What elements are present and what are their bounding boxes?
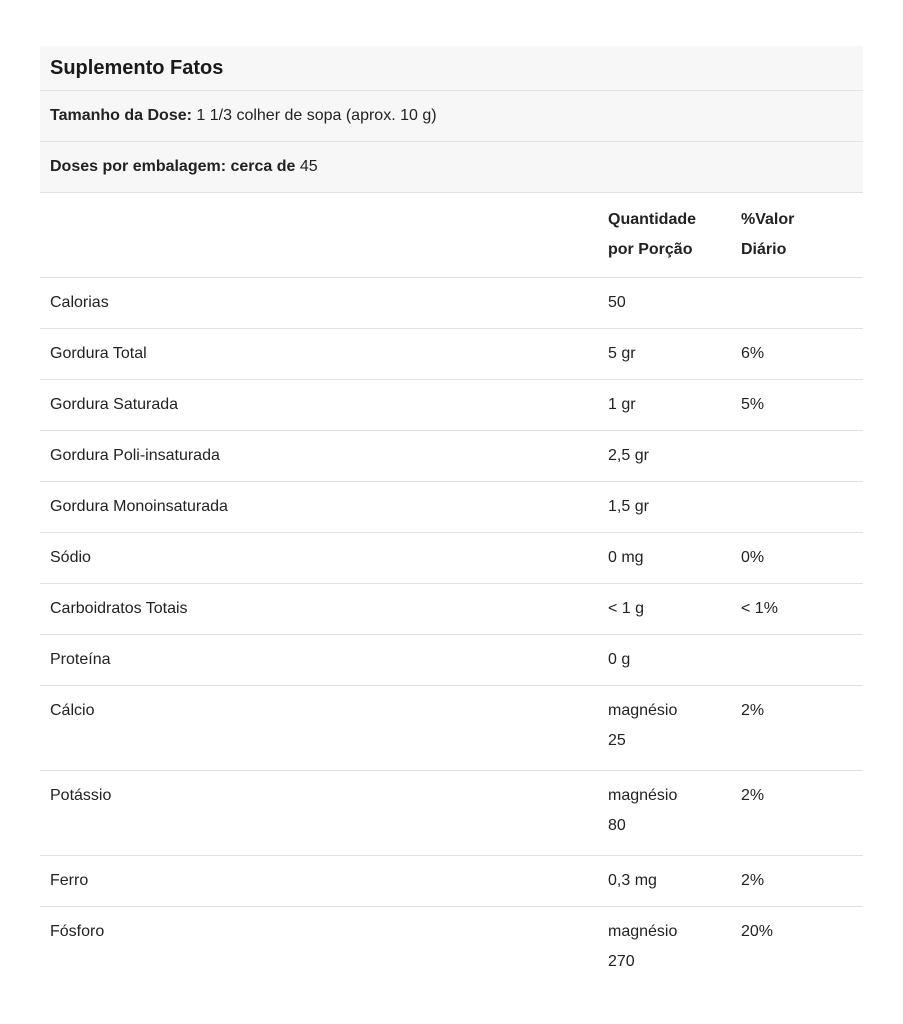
- nutrient-name: Cálcio: [50, 702, 95, 719]
- nutrient-amount: 0 mg: [608, 549, 644, 566]
- nutrient-amount: 1,5 gr: [608, 498, 649, 515]
- nutrient-amount: [608, 917, 741, 977]
- nutrient-amount: 5 gr: [608, 345, 636, 362]
- nutrient-name: Gordura Poli-insaturada: [50, 447, 220, 464]
- nutrient-amount: [608, 696, 741, 756]
- table-row: [40, 856, 863, 907]
- table-row: [40, 584, 863, 635]
- nutrient-amount-unit: magnésio: [608, 702, 678, 719]
- nutrient-amount-unit: magnésio: [608, 923, 678, 940]
- serving-size-row: [40, 91, 863, 142]
- nutrient-amount-value: 25: [608, 732, 626, 749]
- serving-size-label: Tamanho da Dose:: [50, 107, 192, 124]
- amount-header-line1: Quantidade: [608, 211, 697, 228]
- table-row: [40, 431, 863, 482]
- table-row: [40, 907, 863, 992]
- supplement-facts-table: [40, 46, 863, 992]
- nutrient-name: Gordura Total: [50, 345, 147, 362]
- amount-header-line2: por Porção: [608, 241, 693, 258]
- facts-title: Suplemento Fatos: [50, 56, 224, 79]
- nutrient-name: Gordura Saturada: [50, 396, 179, 413]
- nutrient-name: Proteína: [50, 651, 111, 668]
- nutrient-amount: 2,5 gr: [608, 447, 649, 464]
- nutrient-daily-value: 20%: [741, 923, 774, 940]
- nutrient-daily-value: 5%: [741, 396, 765, 413]
- facts-title-row: [40, 46, 863, 91]
- nutrient-name: Calorias: [50, 294, 109, 311]
- nutrient-amount: 1 gr: [608, 396, 636, 413]
- nutrient-amount: 50: [608, 294, 626, 311]
- nutrient-name: Carboidratos Totais: [50, 600, 188, 617]
- nutrient-name: Fósforo: [50, 923, 105, 940]
- table-row: [40, 686, 863, 771]
- serving-size-value: 1 1/3 colher de sopa (aprox. 10 g): [196, 107, 437, 124]
- nutrient-daily-value: 2%: [741, 702, 765, 719]
- nutrient-amount: < 1 g: [608, 600, 645, 617]
- table-row: [40, 380, 863, 431]
- nutrient-amount-value: 270: [608, 953, 635, 970]
- nutrient-amount: [608, 781, 741, 841]
- servings-per-container-label: Doses por embalagem: cerca de: [50, 158, 296, 175]
- table-row: [40, 635, 863, 686]
- column-header-row: [40, 193, 863, 278]
- dv-header-line1: %Valor: [741, 211, 795, 228]
- nutrient-daily-value: 2%: [741, 872, 765, 889]
- nutrient-amount: 0,3 mg: [608, 872, 657, 889]
- nutrient-name: Sódio: [50, 549, 91, 566]
- nutrient-daily-value: 0%: [741, 549, 765, 566]
- nutrient-name: Gordura Monoinsaturada: [50, 498, 228, 515]
- nutrient-daily-value: 6%: [741, 345, 765, 362]
- table-row: [40, 329, 863, 380]
- servings-per-container-row: [40, 142, 863, 193]
- table-row: [40, 278, 863, 329]
- nutrient-amount-unit: magnésio: [608, 787, 678, 804]
- nutrient-name: Potássio: [50, 787, 112, 804]
- nutrient-daily-value: < 1%: [741, 600, 778, 617]
- nutrient-daily-value: 2%: [741, 787, 765, 804]
- daily-value-column-header: [741, 205, 863, 265]
- table-row: [40, 771, 863, 856]
- table-row: [40, 533, 863, 584]
- nutrient-name: Ferro: [50, 872, 89, 889]
- table-row: [40, 482, 863, 533]
- dv-header-line2: Diário: [741, 241, 787, 258]
- nutrient-amount-value: 80: [608, 817, 626, 834]
- amount-column-header: [608, 205, 741, 265]
- servings-per-container-value: 45: [299, 158, 318, 175]
- nutrient-amount: 0 g: [608, 651, 631, 668]
